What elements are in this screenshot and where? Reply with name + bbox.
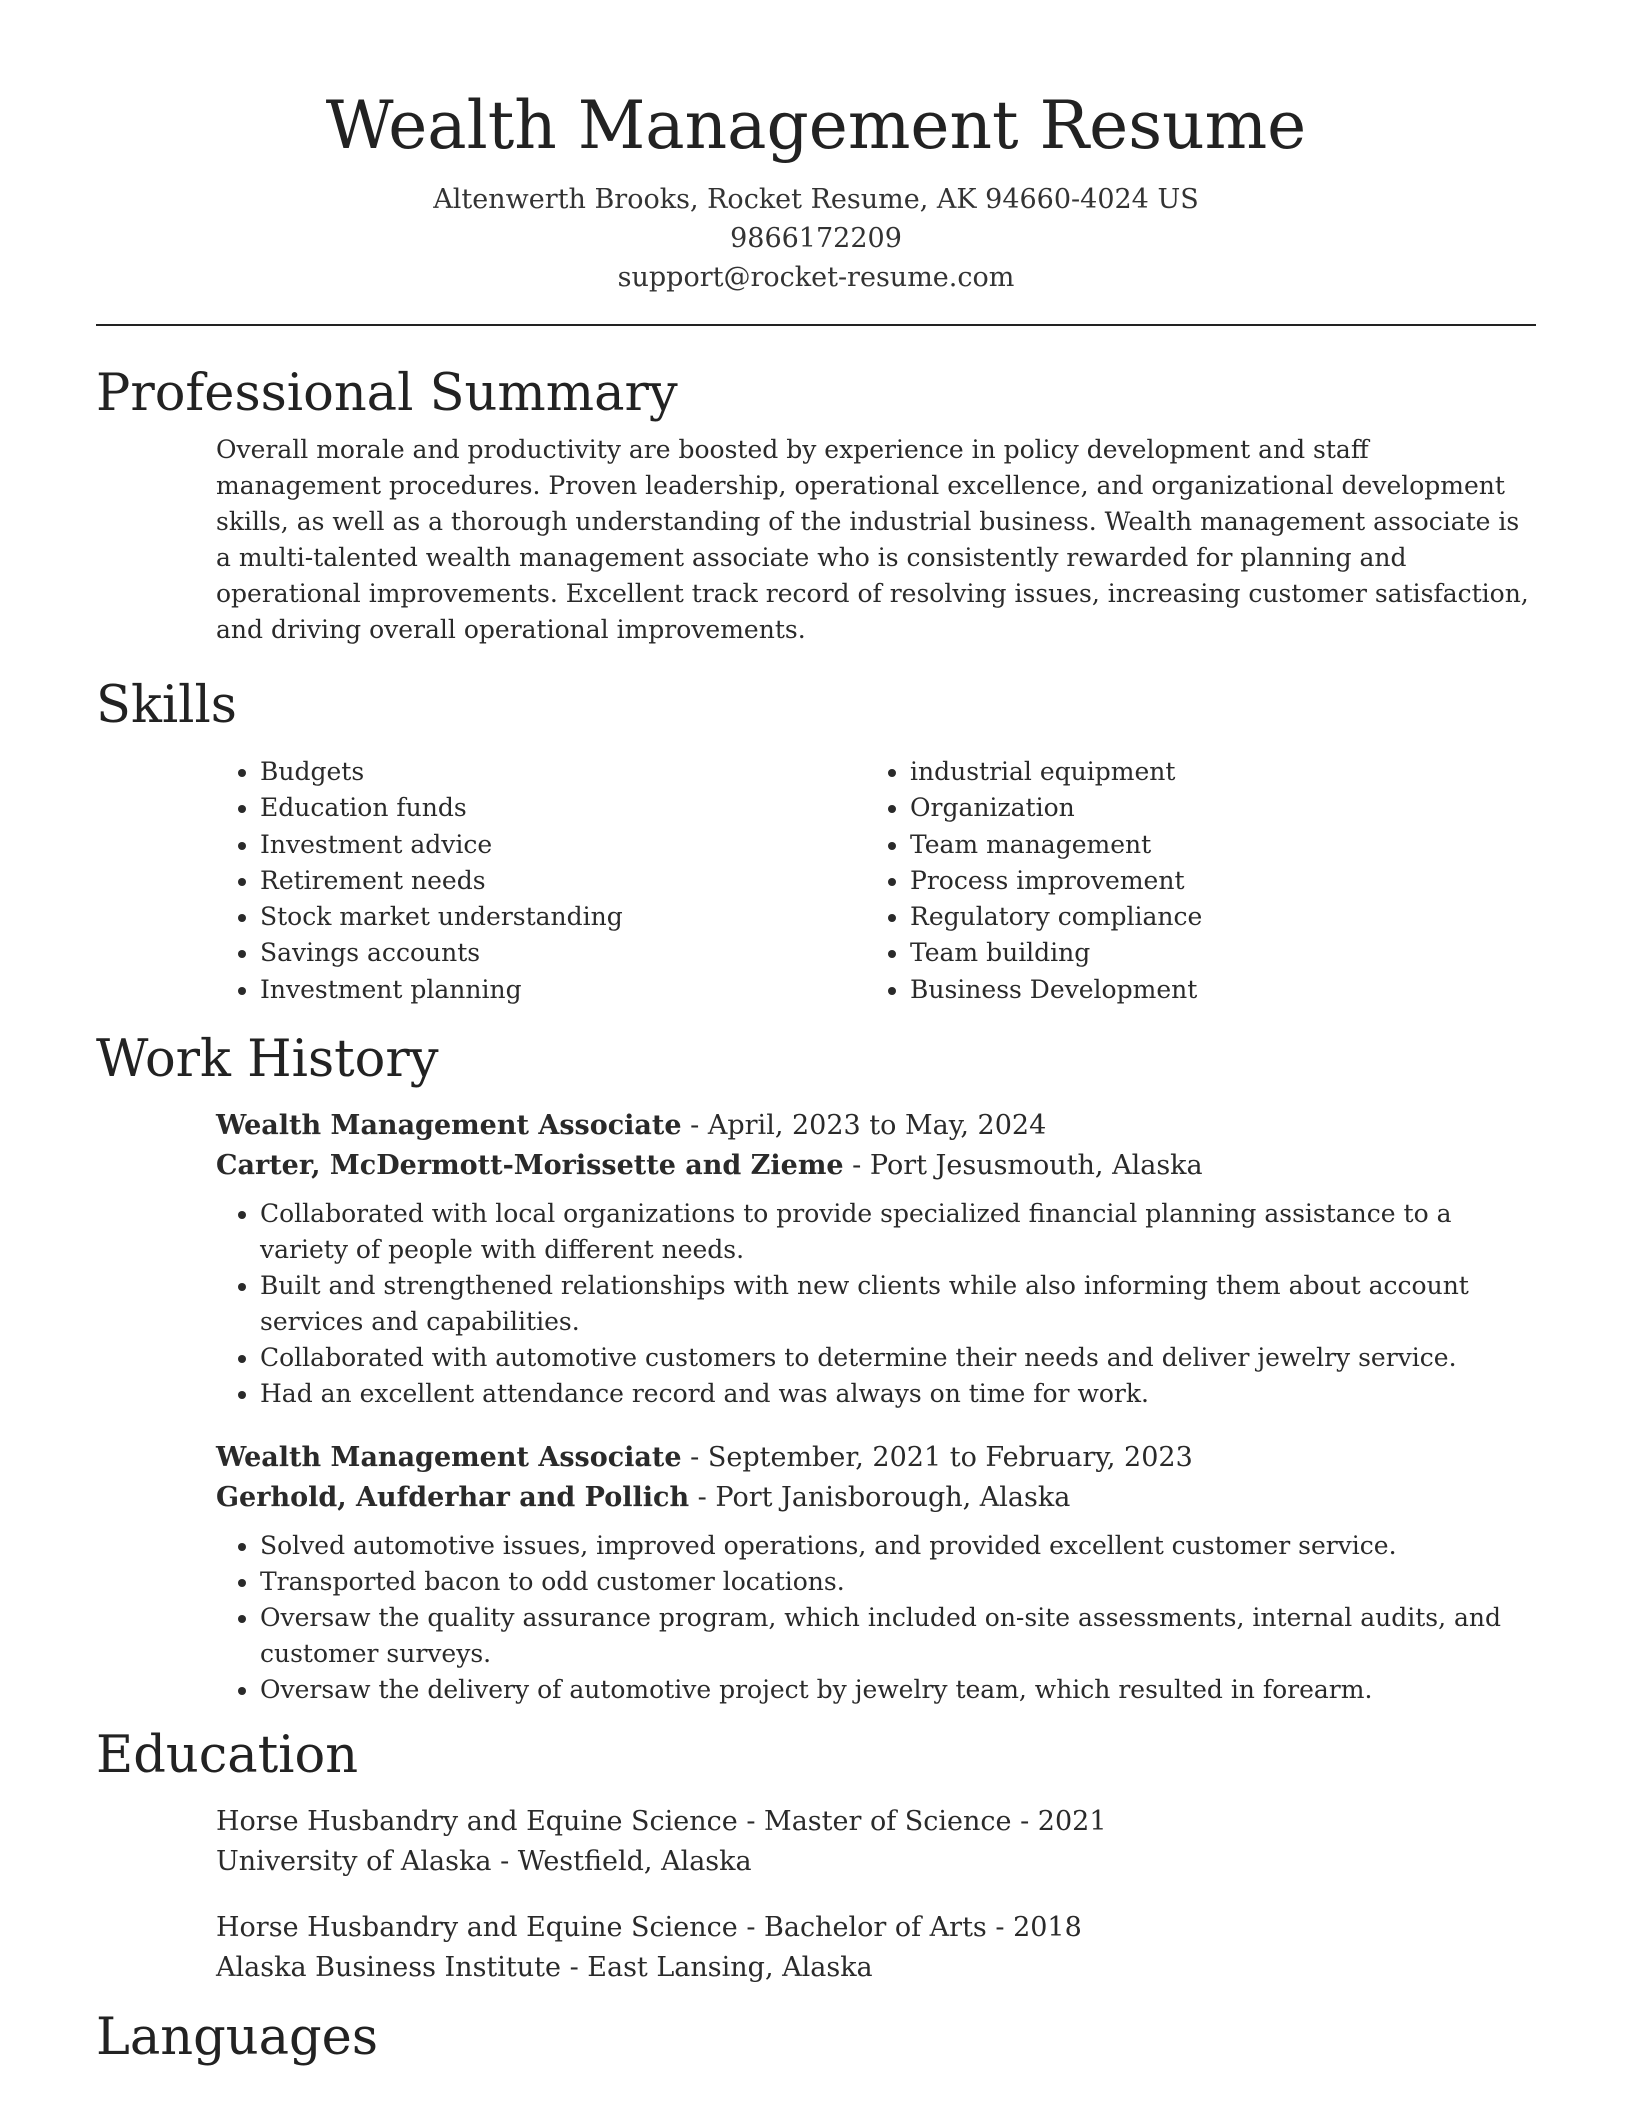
education-location: - Westfield, Alaska (491, 1846, 752, 1878)
skill-item: • Education funds (260, 790, 866, 826)
education-degree: Horse Husbandry and Equine Science - Master of Science - 2021 (216, 1806, 1107, 1838)
job-location: - Port Janisborough, Alaska (689, 1482, 1071, 1514)
section-heading: Professional Summary (96, 364, 678, 423)
skills-columns (216, 754, 1536, 1008)
skill-item: • Investment advice (260, 827, 866, 863)
job-company-line (216, 1478, 1536, 1518)
job-title: Wealth Management Associate (216, 1110, 682, 1142)
skill-item: • Organization (910, 790, 1516, 826)
job-bullet: • Oversaw the quality assurance program, which included on-site assessments, internal audits, and customer surveys. (260, 1600, 1536, 1672)
skill-item: • Investment planning (260, 972, 866, 1008)
work-history-section (96, 1030, 1536, 1708)
skill-item: • Regulatory compliance (910, 899, 1516, 935)
job-entry (216, 1438, 1536, 1708)
education-entry (216, 1802, 1536, 1882)
education-school-line (216, 1842, 1536, 1882)
skill-item: • Budgets (260, 754, 866, 790)
section-heading: Skills (96, 676, 237, 735)
contact-email: support@rocket-resume.com (617, 262, 1015, 293)
job-title-line (216, 1106, 1536, 1146)
job-location: - Port Jesusmouth, Alaska (843, 1150, 1203, 1182)
section-heading: Languages (96, 2008, 379, 2068)
education-school: Alaska Business Institute (216, 1952, 561, 1984)
skill-item: • Business Development (910, 972, 1516, 1008)
professional-summary-section (96, 364, 1536, 648)
skills-list-right (866, 754, 1516, 1008)
education-section (96, 1726, 1536, 1988)
contact-address: Altenwerth Brooks, Rocket Resume, AK 94660-4024 US (433, 184, 1199, 215)
skill-item: • industrial equipment (910, 754, 1516, 790)
education-location: - East Lansing, Alaska (560, 1952, 873, 1984)
section-heading: Education (96, 1726, 359, 1786)
resume-page (96, 0, 1536, 2068)
job-bullet: • Built and strengthened relationships with new clients while also informing them about account services and capabilities. (260, 1268, 1536, 1340)
job-bullet: • Oversaw the delivery of automotive project by jewelry team, which resulted in forearm. (260, 1672, 1536, 1708)
job-bullets (216, 1528, 1536, 1708)
skill-item: • Team building (910, 935, 1516, 971)
job-title-line (216, 1438, 1536, 1478)
job-bullet: • Collaborated with automotive customers to determine their needs and deliver jewelry service. (260, 1340, 1536, 1376)
education-school: University of Alaska (216, 1846, 492, 1878)
contact-block (96, 180, 1536, 297)
resume-header (96, 0, 1536, 297)
education-degree: Horse Husbandry and Equine Science - Bachelor of Arts - 2018 (216, 1912, 1082, 1944)
skill-item: • Savings accounts (260, 935, 866, 971)
job-bullet: • Transported bacon to odd customer locations. (260, 1564, 1536, 1600)
job-bullet: • Solved automotive issues, improved operations, and provided excellent customer service. (260, 1528, 1536, 1564)
skill-item: • Stock market understanding (260, 899, 866, 935)
job-company: Gerhold, Aufderhar and Pollich (216, 1482, 690, 1514)
summary-text: Overall morale and productivity are boosted by experience in policy development and staff management procedures. Proven leadership, operational excellence, and organizational development skills, as well as a thorough understanding of the industrial business. Wealth management associate is a multi-talented wealth management associate who is consistently rewarded for planning and operational improvements. Excellent track record of resolving issues, increasing customer satisfaction, and driving overall operational improvements. (216, 435, 1529, 644)
skill-item: • Team management (910, 827, 1516, 863)
job-bullet: • Had an excellent attendance record and was always on time for work. (260, 1376, 1536, 1412)
job-company: Carter, McDermott-Morissette and Zieme (216, 1150, 844, 1182)
job-title: Wealth Management Associate (216, 1442, 682, 1474)
skills-list-left (216, 754, 866, 1008)
job-entry (216, 1106, 1536, 1412)
section-heading: Work History (96, 1030, 439, 1090)
skill-item: • Process improvement (910, 863, 1516, 899)
job-bullet: • Collaborated with local organizations to provide specialized financial planning assistance to a variety of people with different needs. (260, 1196, 1536, 1268)
resume-title: Wealth Management Resume (325, 87, 1307, 164)
job-company-line (216, 1146, 1536, 1186)
skill-item: • Retirement needs (260, 863, 866, 899)
languages-section (96, 2008, 1536, 2068)
contact-phone: 9866172209 (730, 223, 902, 254)
job-dates: - April, 2023 to May, 2024 (681, 1110, 1047, 1142)
education-school-line (216, 1948, 1536, 1988)
skills-section (96, 676, 1536, 1008)
education-entry (216, 1908, 1536, 1988)
job-dates: - September, 2021 to February, 2023 (681, 1442, 1193, 1474)
job-bullets (216, 1196, 1536, 1412)
header-divider (96, 324, 1536, 326)
